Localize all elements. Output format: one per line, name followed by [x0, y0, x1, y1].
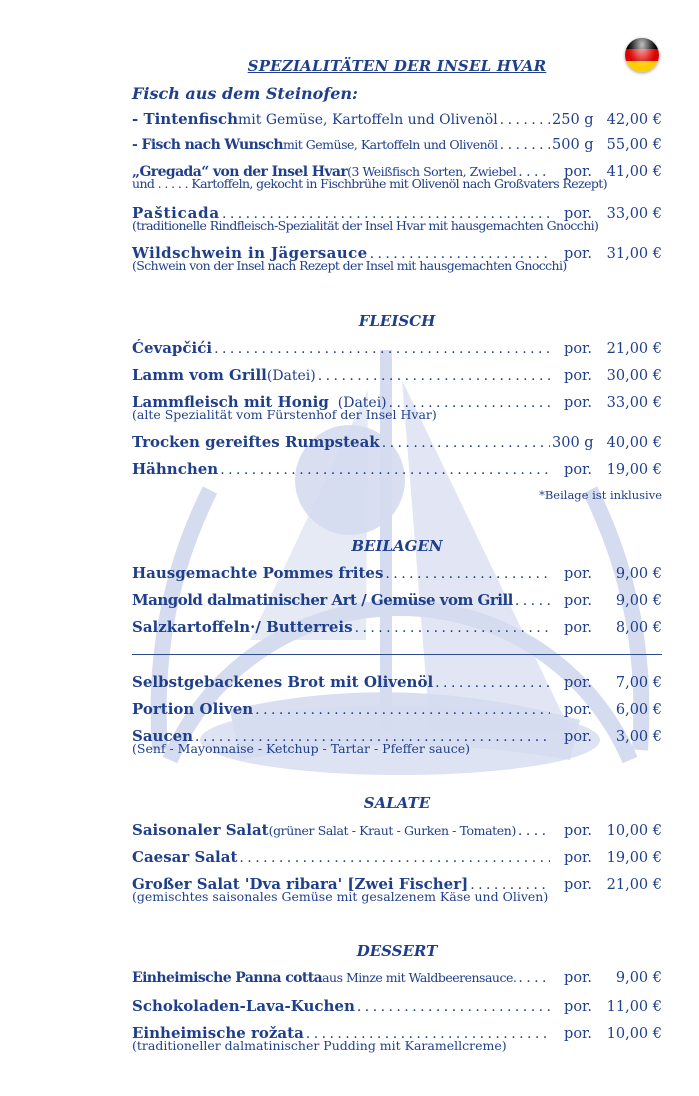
leader-dots: [515, 593, 550, 609]
menu-item: [132, 727, 662, 755]
item-price: 7,00 €: [615, 675, 662, 691]
side-dish-note: *Beilage ist inklusive: [539, 488, 662, 502]
item-name: Salzkartoffeln·/ Butterreis: [132, 618, 353, 636]
item-price: 21,00 €: [606, 877, 662, 893]
menu-item: [132, 970, 662, 986]
item-extra: aus Minze mit Waldbeerensauce.: [322, 970, 517, 985]
section-title-dessert: DESSERT: [356, 942, 438, 960]
section-title-fleisch: FLEISCH: [358, 312, 436, 330]
item-unit: por.: [564, 246, 592, 262]
item-name: Saucen: [132, 727, 194, 745]
item-extra: mit Gemüse, Kartoffeln und Olivenöl: [282, 137, 498, 152]
item-name: Pašticada: [132, 204, 220, 222]
item-price: 3,00 €: [615, 729, 662, 745]
item-price: 31,00 €: [606, 246, 662, 262]
section-divider: [132, 654, 662, 655]
germany-flag-icon[interactable]: [625, 38, 659, 72]
leader-dots: [318, 368, 550, 384]
item-unit: por.: [564, 462, 592, 478]
item-price: 40,00 €: [606, 435, 662, 451]
item-unit: por.: [564, 1026, 592, 1042]
item-unit: por.: [564, 823, 592, 839]
item-price: 33,00 €: [606, 206, 662, 222]
item-unit: por.: [564, 368, 592, 384]
item-unit: por.: [564, 702, 592, 718]
menu-item: [132, 110, 662, 128]
item-description: (gemischtes saisonales Gemüse mit gesalzenem Käse und Oliven): [132, 889, 549, 904]
item-name: Lammfleisch mit Honig: [132, 393, 329, 411]
item-name: Hähnchen: [132, 460, 219, 478]
menu-item: [132, 700, 662, 718]
menu-item: [132, 339, 662, 357]
item-unit: por.: [564, 206, 592, 222]
leader-dots: [214, 341, 550, 357]
item-price: 41,00 €: [606, 164, 662, 180]
item-price: 19,00 €: [606, 462, 662, 478]
menu-item: [132, 1024, 662, 1052]
leader-dots: [518, 823, 550, 839]
subsection-title: Fisch aus dem Steinofen:: [132, 84, 358, 103]
menu-item: [132, 673, 662, 691]
item-unit: por.: [564, 566, 592, 582]
menu-item: [132, 564, 662, 582]
item-name: - Fisch nach Wunsch: [132, 137, 283, 153]
item-unit: por.: [564, 341, 592, 357]
leader-dots: [255, 702, 550, 718]
leader-dots: [385, 566, 550, 582]
item-extra: (grüner Salat - Kraut - Gurken - Tomaten): [268, 823, 516, 838]
item-name: Saisonaler Salat: [132, 821, 269, 839]
item-unit: por.: [564, 877, 592, 893]
item-extra: (Datei): [328, 395, 387, 411]
leader-dots: [500, 112, 550, 128]
item-unit: 500 g: [552, 137, 594, 153]
item-unit: por.: [564, 395, 592, 411]
item-description: (Senf - Mayonnaise - Ketchup - Tartar - Pfeffer sauce): [132, 741, 471, 756]
item-price: 21,00 €: [606, 341, 662, 357]
item-description: (Schwein von der Insel nach Rezept der Insel mit hausgemachten Gnocchi): [132, 258, 567, 273]
item-price: 11,00 €: [606, 999, 662, 1015]
item-price: 9,00 €: [615, 970, 662, 986]
item-name: Wildschwein in Jägersauce: [132, 244, 368, 262]
item-name: Ćevapčići: [132, 339, 213, 357]
menu-item: [132, 366, 662, 384]
item-description: (traditionelle Rindfleisch-Spezialität der Insel Hvar mit hausgemachten Gnocchi): [132, 218, 599, 233]
item-price: 30,00 €: [606, 368, 662, 384]
item-name: „Gregada“ von der Insel Hvar: [132, 164, 348, 180]
item-name: Mangold dalmatinischer Art / Gemüse vom Grill: [132, 591, 513, 609]
leader-dots: [357, 999, 550, 1015]
item-unit: por.: [564, 850, 592, 866]
item-description: (alte Spezialität vom Fürstenhof der Insel Hvar): [132, 407, 437, 422]
item-description: und . . . . . Kartoffeln, gekocht in Fischbrühe mit Olivenöl nach Großvaters Rezept): [132, 176, 607, 191]
menu-item: [132, 244, 662, 272]
item-unit: 250 g: [552, 112, 594, 128]
item-name: Einheimische Panna cotta: [132, 970, 323, 986]
item-price: 55,00 €: [606, 137, 662, 153]
menu-item: [132, 821, 662, 839]
item-name: Einheimische rožata: [132, 1024, 304, 1042]
leader-dots: [220, 462, 550, 478]
item-unit: por.: [564, 970, 592, 986]
item-unit: por.: [564, 729, 592, 745]
leader-dots: [239, 850, 550, 866]
item-price: 8,00 €: [615, 620, 662, 636]
leader-dots: [435, 675, 550, 691]
item-price: 9,00 €: [615, 593, 662, 609]
item-extra: (3 Weißfisch Sorten, Zwiebel: [347, 164, 517, 179]
menu-item: [132, 164, 662, 190]
item-unit: por.: [564, 593, 592, 609]
item-price: 33,00 €: [606, 395, 662, 411]
item-description: (traditioneller dalmatinischer Pudding mit Karamellcreme): [132, 1038, 507, 1053]
item-name: Selbstgebackenes Brot mit Olivenöl: [132, 673, 434, 691]
menu-item: [132, 591, 662, 609]
menu-item: [132, 204, 662, 232]
item-unit: por.: [564, 164, 592, 180]
menu-item: [132, 137, 662, 153]
item-name: Hausgemachte Pommes frites: [132, 564, 384, 582]
item-name: Großer Salat 'Dva ribara' [Zwei Fischer]: [132, 875, 469, 893]
item-name: Caesar Salat: [132, 848, 238, 866]
item-unit: por.: [564, 675, 592, 691]
page-title: SPEZIALITÄTEN DER INSEL HVAR: [247, 57, 547, 75]
menu-item: [132, 393, 662, 421]
leader-dots: [518, 970, 550, 986]
item-extra: mit Gemüse, Kartoffeln und Olivenöl: [237, 112, 498, 128]
leader-dots: [355, 620, 550, 636]
item-price: 10,00 €: [606, 823, 662, 839]
menu-item: [132, 618, 662, 636]
item-price: 19,00 €: [606, 850, 662, 866]
item-name: Trocken gereiftes Rumpsteak: [132, 433, 380, 451]
item-unit: 300 g: [552, 435, 594, 451]
item-unit: por.: [564, 620, 592, 636]
item-extra: (Datei): [266, 368, 316, 384]
item-name: - Tintenfisch: [132, 110, 238, 128]
item-name: Portion Oliven: [132, 700, 254, 718]
menu-item: [132, 997, 662, 1015]
menu-item: [132, 433, 662, 451]
item-name: Schokoladen-Lava-Kuchen: [132, 997, 355, 1015]
menu-item: [132, 848, 662, 866]
leader-dots: [500, 137, 550, 153]
item-price: 10,00 €: [606, 1026, 662, 1042]
item-price: 6,00 €: [615, 702, 662, 718]
menu-item: [132, 460, 662, 478]
item-price: 42,00 €: [606, 112, 662, 128]
section-title-salate: SALATE: [363, 794, 431, 812]
item-unit: por.: [564, 999, 592, 1015]
item-name: Lamm vom Grill: [132, 366, 267, 384]
section-title-beilagen: BEILAGEN: [351, 537, 443, 555]
item-price: 9,00 €: [615, 566, 662, 582]
menu-item: [132, 875, 662, 903]
leader-dots: [382, 435, 550, 451]
